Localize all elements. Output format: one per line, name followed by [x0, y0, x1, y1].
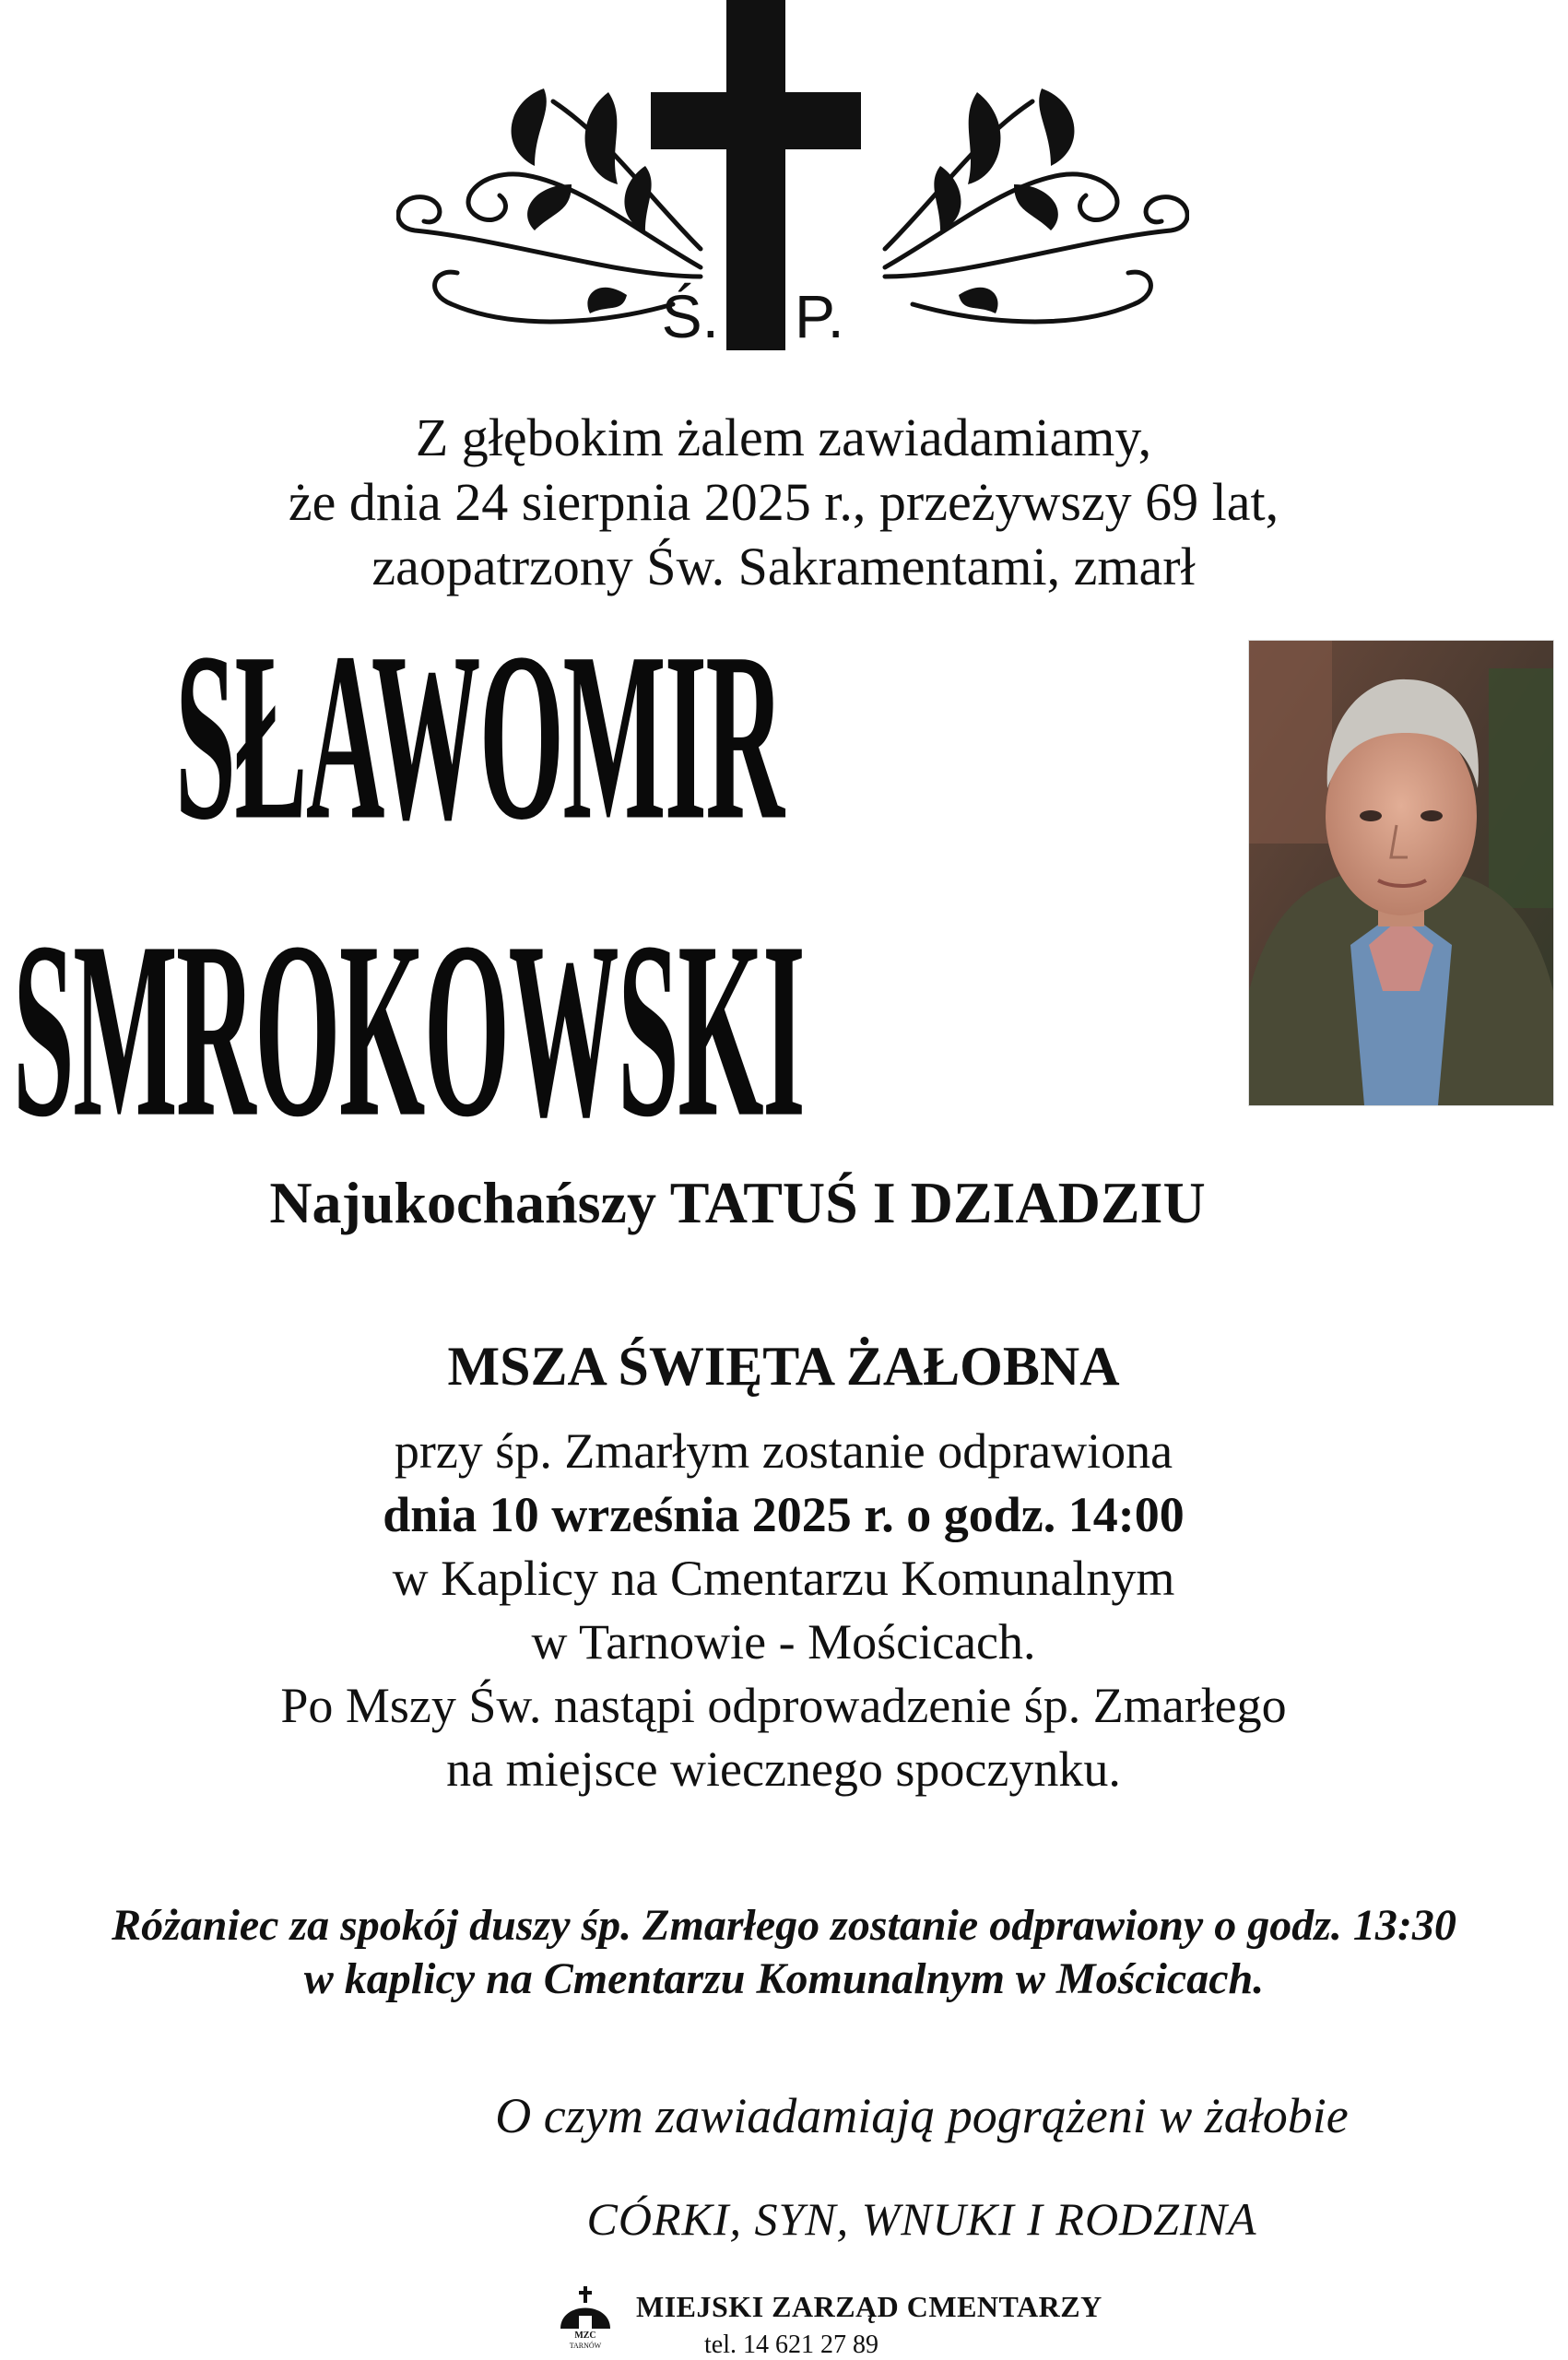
- epithet: Najukochańszy TATUŚ I DZIADZIU: [269, 1170, 1206, 1235]
- logo-text: MZC: [574, 2330, 596, 2341]
- first-name: SŁAWOMIR: [175, 603, 784, 870]
- monogram-left: Ś.: [661, 282, 719, 350]
- rosary-line-1: Różaniec za spokój duszy śp. Zmarłego zostanie odprawiony o godz. 13:30: [112, 1901, 1456, 1950]
- mass-title: MSZA ŚWIĘTA ŻAŁOBNA: [447, 1336, 1120, 1397]
- monogram-right: P.: [795, 282, 844, 350]
- mass-line-4: w Tarnowie - Mościcach.: [531, 1614, 1036, 1670]
- mass-details: [138, 1420, 1429, 1801]
- intro-text: [184, 406, 1383, 599]
- mass-line-5: Po Mszy Św. nastąpi odprowadzenie śp. Zmarłego: [280, 1678, 1287, 1733]
- intro-line-2: że dnia 24 sierpnia 2025 r., przeżywszy 69 lat,: [288, 472, 1279, 532]
- rosary-line-2: w kaplicy na Cmentarzu Komunalnym w Mościcach.: [303, 1954, 1265, 2003]
- footer-organization: MIEJSKI ZARZĄD CMENTARZY: [636, 2290, 1102, 2323]
- cross-vertical: [726, 0, 785, 350]
- cross-with-floral-ornament-icon: [396, 0, 1189, 350]
- intro-line-3: zaopatrzony Św. Sakramentami, zmarł: [371, 537, 1196, 596]
- mass-line-3: w Kaplicy na Cmentarzu Komunalnym: [392, 1551, 1175, 1606]
- mass-line-6: na miejsce wiecznego spoczynku.: [446, 1741, 1121, 1797]
- footer-phone: tel. 14 621 27 89: [704, 2330, 878, 2359]
- portrait-image: [1249, 641, 1553, 1105]
- family-signature: CÓRKI, SYN, WNUKI I RODZINA: [586, 2193, 1257, 2245]
- mass-line-1: przy śp. Zmarłym zostanie odprawiona: [394, 1423, 1173, 1479]
- mzc-logo: [555, 2284, 616, 2351]
- logo-subtext: TARNÓW: [569, 2342, 602, 2350]
- portrait-photo: [1248, 640, 1554, 1106]
- chapel-logo-icon: [555, 2284, 616, 2351]
- intro-line-1: Z głębokim żalem zawiadamiamy,: [415, 407, 1152, 467]
- closing-line: O czym zawiadamiają pogrążeni w żałobie: [495, 2088, 1349, 2143]
- mass-date-time: dnia 10 września 2025 r. o godz. 14:00: [383, 1487, 1185, 1542]
- cross-ornament: [396, 0, 1189, 350]
- cross-horizontal: [651, 92, 861, 149]
- rosary-notice: [0, 1899, 1568, 2006]
- last-name: SMROKOWSKI: [13, 890, 805, 1169]
